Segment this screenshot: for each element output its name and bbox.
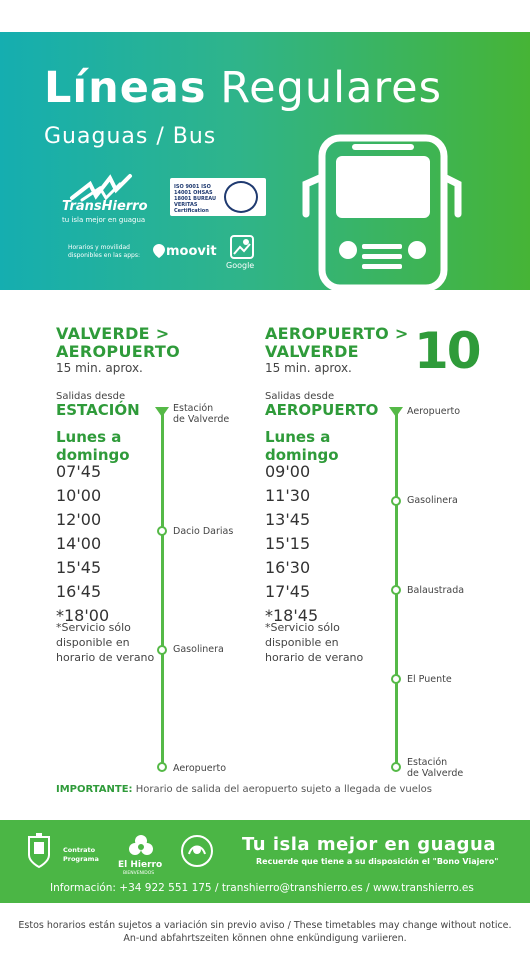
el-hierro-flower-icon (126, 832, 156, 862)
bureau-veritas-seal-icon (224, 181, 258, 213)
certification-text: ISO 9001 ISO 14001 OHSAS 18001 BUREAU VERITAS Certification (174, 184, 217, 214)
google-label: Google (226, 261, 255, 270)
route-2-heading-line-1: AEROPUERTO > (265, 324, 409, 343)
transhierro-tagline: tu isla mejor en guagua (62, 216, 146, 224)
route-2-days-line-2: domingo (265, 446, 339, 464)
stop-name-line: de Valverde (173, 414, 230, 425)
route-2-days (265, 428, 339, 464)
time-row: 13'45 (265, 510, 311, 529)
google-maps-icon (230, 235, 254, 261)
note-line: disponible en (265, 636, 339, 649)
note-line: *Servicio sólo (265, 621, 340, 634)
apps-info-text: Horarios y movilidad disponibles en las apps: (68, 244, 140, 259)
note-line: disponible en (56, 636, 130, 649)
time-row: 15'15 (265, 534, 311, 553)
note-line: *Servicio sólo (56, 621, 131, 634)
route-1-stop-gasolinera: Gasolinera (173, 644, 224, 655)
transhierro-name: TransHierro (62, 199, 148, 214)
route-2-heading-line-2: VALVERDE (265, 342, 359, 361)
route-2-heading (265, 325, 409, 361)
route-2-departure-place: AEROPUERTO (265, 401, 379, 419)
title-bold: Líneas (44, 63, 207, 113)
time-row: 14'00 (56, 534, 102, 553)
important-text: Horario de salida del aeropuerto sujeto a llegada de vuelos (132, 784, 432, 795)
contact-info: Información: +34 922 551 175 / transhierro@transhierro.es / www.transhierro.es (50, 882, 474, 894)
route-2-stop-aeropuerto: Aeropuerto (407, 406, 461, 417)
route-1-note (56, 620, 156, 665)
route-2-stop-estacion (407, 757, 463, 779)
route-2-times (265, 460, 318, 628)
contrato-text: Contrato (63, 846, 96, 854)
route-2-start-triangle-icon (389, 407, 403, 417)
time-row: 09'00 (265, 462, 311, 481)
route-1-stop-dot (157, 526, 167, 536)
route-2-days-line-1: Lunes a (265, 428, 331, 446)
cabildo-crest-icon (26, 833, 52, 869)
time-row: 12'00 (56, 510, 102, 529)
disclaimer (0, 919, 530, 945)
route-2-stop-dot (391, 674, 401, 684)
route-1-departure-label: Salidas desde (56, 391, 126, 402)
header-banner (0, 32, 530, 290)
route-1-times (56, 460, 109, 628)
time-row: 11'30 (265, 486, 311, 505)
stop-name-line: Estación (173, 403, 214, 414)
stop-name-line: Estación (407, 757, 448, 768)
time-row: 07'45 (56, 462, 102, 481)
time-row: 10'00 (56, 486, 102, 505)
el-hierro-name: El Hierro (118, 860, 163, 870)
route-1-stop-dacio-darias: Dacio Darias (173, 526, 234, 537)
route-2-stop-gasolinera: Gasolinera (407, 495, 458, 506)
route-1-departure-place: ESTACIÓN (56, 401, 140, 419)
important-label: IMPORTANTE: (56, 784, 133, 795)
time-row: *18'45 (265, 606, 319, 625)
route-1-duration: 15 min. aprox. (56, 361, 143, 375)
route-2-departure-label: Salidas desde (265, 391, 335, 402)
time-row: *18'00 (56, 606, 110, 625)
disclaimer-line-2: An-und abfahrtszeiten können ohne enkündigung variieren. (123, 933, 407, 944)
route-2-stop-balaustrada: Balaustrada (407, 585, 465, 596)
route-1-stop-estacion (173, 403, 229, 425)
route-1-heading-line-2: AEROPUERTO (56, 342, 180, 361)
route-1-heading-line-1: VALVERDE > (56, 324, 170, 343)
reserva-biosfera-emblem-icon (180, 834, 214, 868)
disclaimer-line-1: Estos horarios están sujetos a variación sin previo aviso / These timetables may change without notice. (18, 920, 512, 931)
route-1-stop-dot (157, 645, 167, 655)
page-subtitle: Guaguas / Bus (44, 124, 217, 149)
route-1-stop-dot (157, 762, 167, 772)
route-2-note (265, 620, 365, 665)
note-line: horario de verano (56, 651, 155, 664)
certification-badge (170, 178, 266, 216)
stop-name-line: de Valverde (407, 768, 464, 779)
route-2-stop-dot (391, 585, 401, 595)
route-1-rail (161, 412, 164, 768)
line-number: 10 (414, 322, 480, 380)
note-line: horario de verano (265, 651, 364, 664)
footer-slogan: Tu isla mejor en guagua (242, 834, 496, 855)
time-row: 15'45 (56, 558, 102, 577)
el-hierro-sub: BIENVENIDOS (123, 871, 155, 876)
contrato-programa-label (63, 846, 99, 864)
time-row: 16'30 (265, 558, 311, 577)
route-1-days (56, 428, 130, 464)
page-title (44, 62, 442, 114)
route-1-stop-aeropuerto: Aeropuerto (173, 763, 227, 774)
route-1-days-line-1: Lunes a (56, 428, 122, 446)
route-2-stop-dot (391, 762, 401, 772)
moovit-pin-icon (153, 244, 165, 258)
title-regular: Regulares (220, 63, 443, 113)
route-1-heading (56, 325, 180, 361)
footer-banner (0, 820, 530, 903)
route-2-stop-el-puente: El Puente (407, 674, 452, 685)
route-2-duration: 15 min. aprox. (265, 361, 352, 375)
route-1-days-line-2: domingo (56, 446, 130, 464)
time-row: 16'45 (56, 582, 102, 601)
bono-viajero-text: Recuerde que tiene a su disposición el "Bono Viajero" (256, 857, 499, 866)
important-notice (56, 784, 432, 795)
moovit-logo: moovit (166, 244, 217, 259)
bus-icon (300, 132, 465, 290)
programa-text: Programa (63, 855, 99, 863)
route-1-start-triangle-icon (155, 407, 169, 417)
time-row: 17'45 (265, 582, 311, 601)
route-2-stop-dot (391, 496, 401, 506)
top-margin (0, 0, 530, 32)
